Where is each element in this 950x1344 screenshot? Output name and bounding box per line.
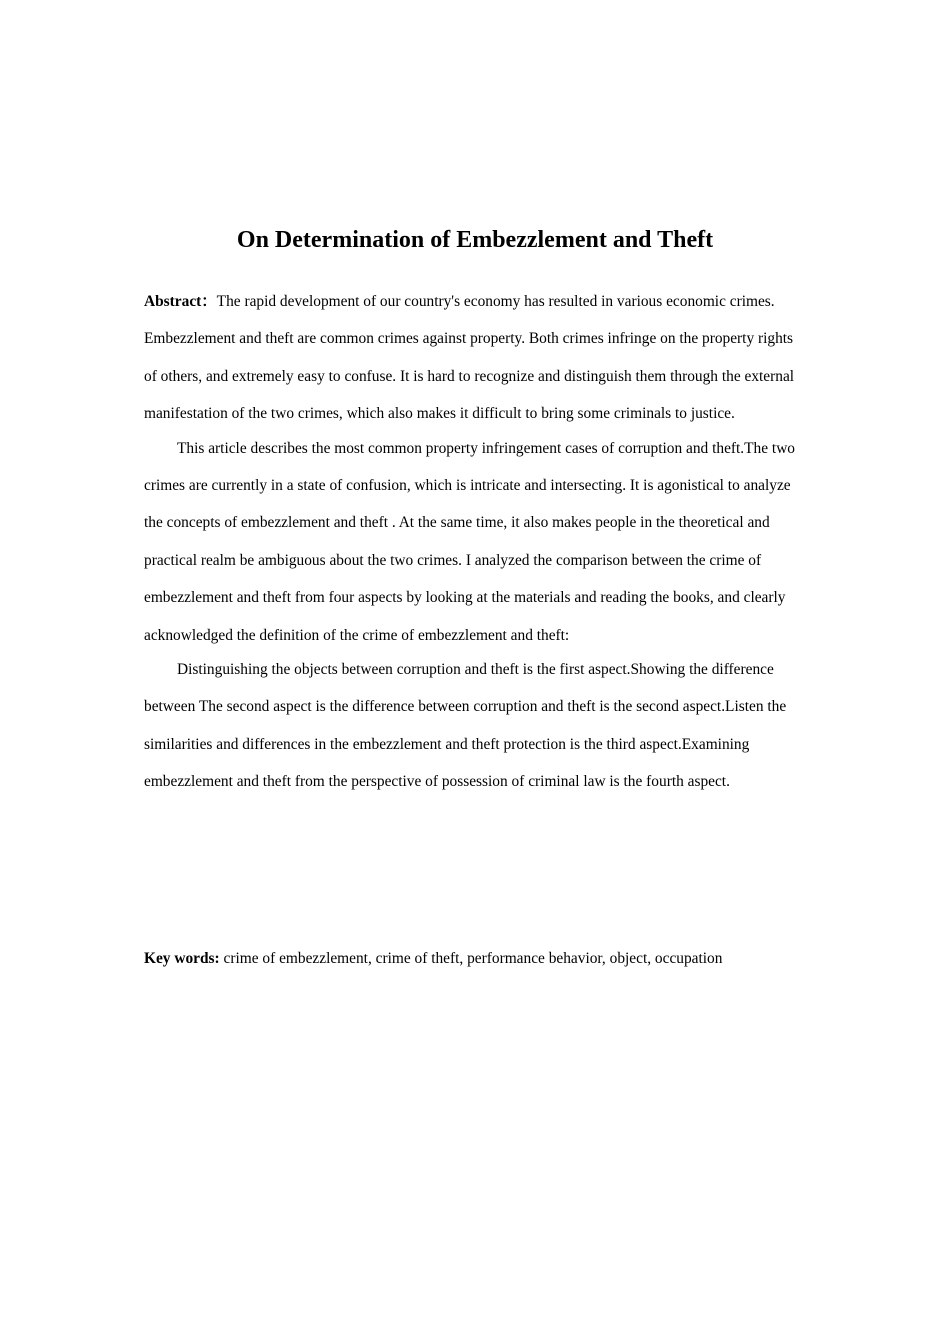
abstract-section xyxy=(144,283,806,801)
keywords-label: Key words: xyxy=(144,950,220,967)
keywords-section xyxy=(144,940,806,977)
abstract-paragraph-3: Distinguishing the objects between corruption and theft is the first aspect.Showing the difference between The second aspect is the difference between corruption and theft is the second aspect.Listen the similarities and differences in the embezzlement and theft protection is the third aspect.Examining embezzlement and theft from the perspective of possession of criminal law is the fourth aspect. xyxy=(144,661,787,791)
abstract-paragraph-2: This article describes the most common property infringement cases of corruption and theft.The two crimes are currently in a state of confusion, which is intricate and intersecting. It is agonistical to analyze the concepts of embezzlement and theft . At the same time, it also makes people in the theoretical and practical realm be ambiguous about the two crimes. I analyzed the comparison between the crime of embezzlement and theft from four aspects by looking at the materials and reading the books, and clearly acknowledged the definition of the crime of embezzlement and theft: xyxy=(144,439,796,644)
abstract-paragraph-1-text: The rapid development of our country's economy has resulted in various economic crimes. Embezzlement and theft are common crimes against property. Both crimes infringe on the property rights of others, and extremely easy to confuse. It is hard to recognize and distinguish them through the external manifestation of the two crimes, which also makes it difficult to bring some criminals to justice. xyxy=(144,293,795,423)
keywords-text: crime of embezzlement, crime of theft, performance behavior, object, occupation xyxy=(223,950,723,967)
abstract-label: Abstract： xyxy=(144,293,217,310)
abstract-paragraph-1 xyxy=(144,283,806,433)
page-title: On Determination of Embezzlement and Theft xyxy=(236,227,714,253)
